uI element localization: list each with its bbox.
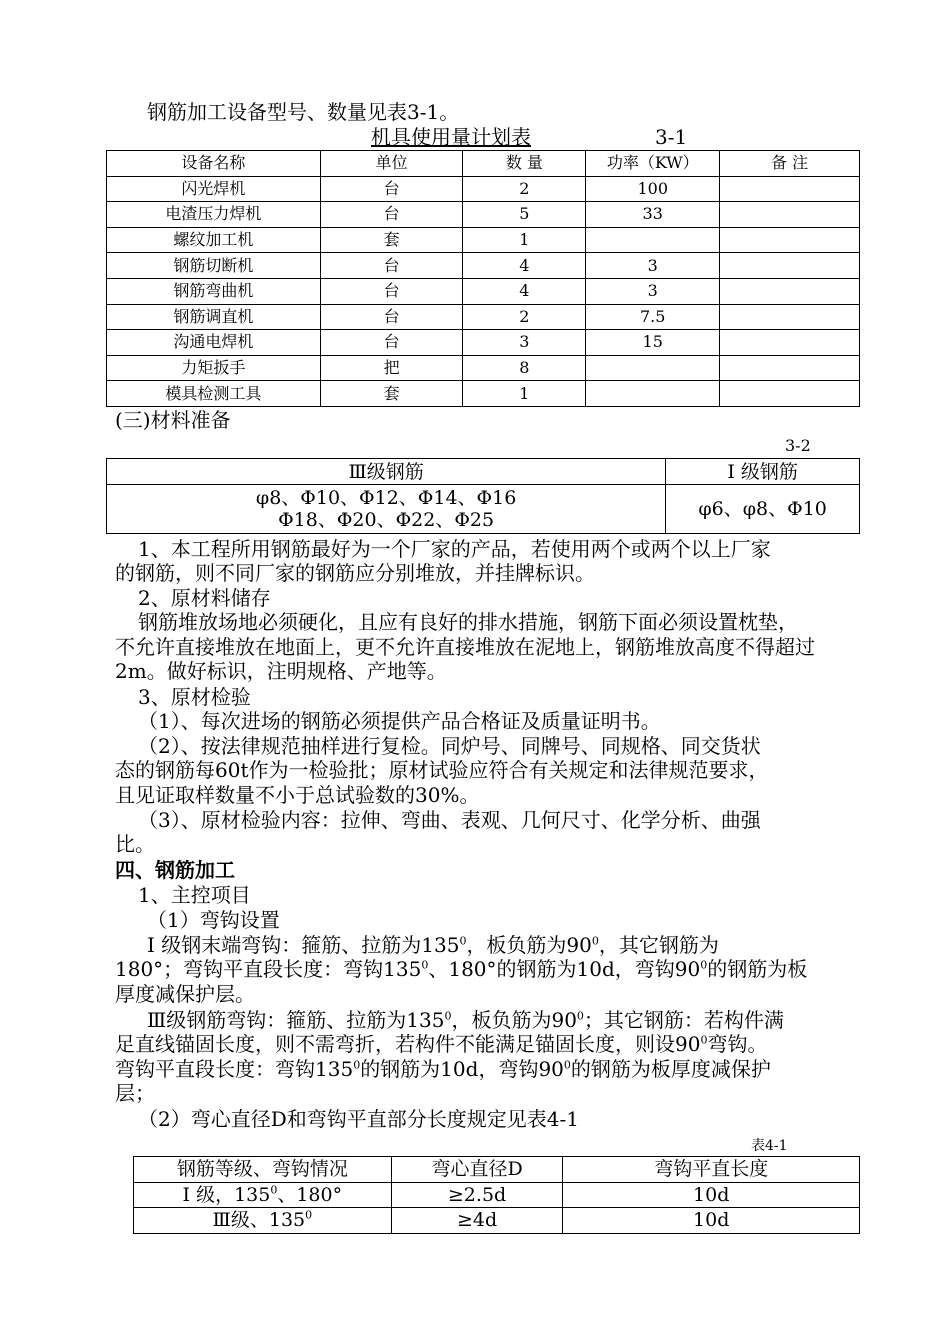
table1-number: 3-1	[655, 125, 688, 149]
cell: 套	[320, 227, 463, 253]
degree-sup: 0	[563, 1058, 571, 1072]
cell	[134, 1182, 392, 1208]
cell	[720, 176, 860, 202]
cell: 3	[586, 253, 720, 279]
bend-table	[133, 1156, 860, 1234]
paragraph: （1）弯钩设置	[147, 908, 280, 932]
paragraph: 3、原材检验	[138, 685, 251, 709]
section3-title: (三)材料准备	[115, 408, 231, 432]
paragraph	[115, 957, 807, 981]
table-row	[107, 278, 860, 304]
degree-sup: 0	[421, 958, 429, 972]
intro-text: 钢筋加工设备型号、数量见表3-1。	[147, 100, 460, 124]
header-cell: Ⅲ级钢筋	[107, 459, 666, 485]
cell	[586, 381, 720, 407]
header-cell: Ⅰ 级钢筋	[666, 459, 860, 485]
table-row	[107, 304, 860, 330]
cell	[586, 355, 720, 381]
paragraph: 的钢筋，则不同厂家的钢筋应分别堆放，并挂牌标识。	[115, 561, 595, 585]
cell	[134, 1208, 392, 1234]
cell	[720, 278, 860, 304]
cell: 螺纹加工机	[107, 227, 321, 253]
degree-sup: 0	[444, 1009, 452, 1023]
paragraph: 态的钢筋每60t作为一检验批；原材试验应符合有关规定和法律规范要求，	[115, 758, 769, 782]
cell	[720, 381, 860, 407]
paragraph: 钢筋堆放场地必须硬化，且应有良好的排水措施，钢筋下面必须设置枕垫，	[138, 610, 798, 634]
cell: 3	[463, 330, 586, 356]
cell: ≥2.5d	[391, 1182, 563, 1208]
paragraph	[115, 1057, 771, 1081]
cell	[107, 485, 666, 534]
cell	[720, 330, 860, 356]
paragraph: 2、原材料储存	[138, 586, 271, 610]
cell	[720, 202, 860, 228]
cell: 5	[463, 202, 586, 228]
cell: 台	[320, 202, 463, 228]
text-span: 、180°	[277, 1183, 343, 1206]
cell: 力矩扳手	[107, 355, 321, 381]
cell: 把	[320, 355, 463, 381]
table2-number: 3-2	[785, 436, 811, 455]
text-span: 弯钩平直段长度：弯钩135	[115, 1057, 354, 1081]
cell: 3	[586, 278, 720, 304]
cell: 7.5	[586, 304, 720, 330]
degree-sup: 0	[576, 1009, 584, 1023]
text-span: 的钢筋为10d，弯钩90	[360, 1057, 564, 1081]
cell: 15	[586, 330, 720, 356]
table-row	[107, 227, 860, 253]
header-cell: 弯心直径D	[391, 1157, 563, 1183]
header-cell: 弯钩平直长度	[563, 1157, 860, 1183]
cell: 钢筋调直机	[107, 304, 321, 330]
header-cell: 备 注	[720, 151, 860, 177]
degree-sup: 0	[270, 1183, 278, 1197]
table3-number: 表4-1	[751, 1138, 788, 1154]
header-cell: 钢筋等级、弯钩情况	[134, 1157, 392, 1183]
cell	[586, 227, 720, 253]
cell: 2	[463, 304, 586, 330]
text-span: Ⅲ级钢筋弯钩：箍筋、拉筋为135	[147, 1008, 445, 1032]
cell: 闪光焊机	[107, 176, 321, 202]
paragraph	[115, 1032, 767, 1056]
cell	[720, 253, 860, 279]
table-header-row	[134, 1157, 860, 1183]
cell: 10d	[563, 1182, 860, 1208]
paragraph: （1）、每次进场的钢筋必须提供产品合格证及质量证明书。	[138, 709, 661, 733]
text-span: 180°；弯钩平直段长度：弯钩135	[115, 957, 422, 981]
cell: 台	[320, 304, 463, 330]
section4-title: 四、钢筋加工	[115, 858, 235, 882]
table-row	[107, 355, 860, 381]
table-row	[107, 176, 860, 202]
cell: 2	[463, 176, 586, 202]
paragraph: 不允许直接堆放在地面上，更不允许直接堆放在泥地上，钢筋堆放高度不得超过	[115, 635, 815, 659]
material-table	[106, 458, 860, 534]
text-span: Ⅲ级、135	[212, 1209, 306, 1232]
table-row	[107, 253, 860, 279]
paragraph: 且见证取样数量不小于总试验数的30%。	[115, 783, 480, 807]
cell: ≥4d	[391, 1208, 563, 1234]
paragraph: 厚度减保护层。	[115, 982, 255, 1006]
cell: 1	[463, 381, 586, 407]
cell: φ6、φ8、Φ10	[666, 485, 860, 534]
paragraph: （3）、原材检验内容：拉伸、弯曲、表观、几何尺寸、化学分析、曲强	[138, 808, 761, 832]
cell: 4	[463, 253, 586, 279]
cell: 台	[320, 278, 463, 304]
cell: 套	[320, 381, 463, 407]
table-header-row	[107, 459, 860, 485]
table-row	[107, 485, 860, 534]
cell: 台	[320, 253, 463, 279]
text-span: Ⅰ 级，135	[182, 1183, 271, 1206]
header-cell: 单位	[320, 151, 463, 177]
text-span: 弯钩。	[707, 1032, 768, 1056]
paragraph: 比。	[115, 832, 155, 856]
cell: 电渣压力焊机	[107, 202, 321, 228]
table-row	[107, 381, 860, 407]
header-cell: 功率（KW）	[586, 151, 720, 177]
cell: 8	[463, 355, 586, 381]
grade3-line1: φ8、Φ10、Φ12、Φ14、Φ16	[255, 487, 517, 509]
text-span: 的钢筋为板厚度减保护	[570, 1057, 771, 1081]
paragraph	[147, 1008, 784, 1032]
degree-sup: 0	[353, 1058, 361, 1072]
text-span: Ⅰ 级钢末端弯钩：箍筋、拉筋为135	[147, 933, 460, 957]
cell	[720, 355, 860, 381]
text-span: 的钢筋为板	[707, 957, 808, 981]
paragraph: 2m。做好标识，注明规格、产地等。	[115, 659, 447, 683]
table-row	[134, 1208, 860, 1234]
text-span: ，板负筋为90	[466, 933, 592, 957]
cell: 模具检测工具	[107, 381, 321, 407]
degree-sup: 0	[305, 1208, 313, 1222]
header-cell: 数 量	[463, 151, 586, 177]
cell: 沟通电焊机	[107, 330, 321, 356]
table1-title: 机具使用量计划表	[371, 125, 531, 149]
paragraph: 层；	[115, 1081, 155, 1105]
cell	[720, 304, 860, 330]
paragraph: 1、本工程所用钢筋最好为一个厂家的产品，若使用两个或两个以上厂家	[138, 537, 771, 561]
degree-sup: 0	[459, 934, 467, 948]
table-row	[107, 202, 860, 228]
cell: 台	[320, 176, 463, 202]
text-span: ，板负筋为90	[451, 1008, 577, 1032]
paragraph	[147, 933, 719, 957]
equipment-table	[106, 150, 860, 407]
degree-sup: 0	[591, 934, 599, 948]
text-span: 、180°的钢筋为10d，弯钩90	[428, 957, 701, 981]
cell: 33	[586, 202, 720, 228]
cell	[720, 227, 860, 253]
paragraph: 1、主控项目	[138, 883, 251, 907]
degree-sup: 0	[700, 958, 708, 972]
cell: 10d	[563, 1208, 860, 1234]
cell: 钢筋弯曲机	[107, 278, 321, 304]
table-row	[134, 1182, 860, 1208]
cell: 台	[320, 330, 463, 356]
degree-sup: 0	[700, 1033, 708, 1047]
header-cell: 设备名称	[107, 151, 321, 177]
grade3-line2: Φ18、Φ20、Φ22、Φ25	[278, 509, 495, 531]
cell: 1	[463, 227, 586, 253]
text-span: ；其它钢筋：若构件满	[583, 1008, 784, 1032]
cell: 4	[463, 278, 586, 304]
table-row	[107, 330, 860, 356]
paragraph: （2）、按法律规范抽样进行复检。同炉号、同牌号、同规格、同交货状	[138, 734, 761, 758]
paragraph: （2）弯心直径D和弯钩平直部分长度规定见表4-1	[138, 1107, 579, 1131]
table-header-row	[107, 151, 860, 177]
text-span: 足直线锚固长度，则不需弯折，若构件不能满足锚固长度，则设90	[115, 1032, 701, 1056]
text-span: ，其它钢筋为	[598, 933, 719, 957]
cell: 钢筋切断机	[107, 253, 321, 279]
cell: 100	[586, 176, 720, 202]
